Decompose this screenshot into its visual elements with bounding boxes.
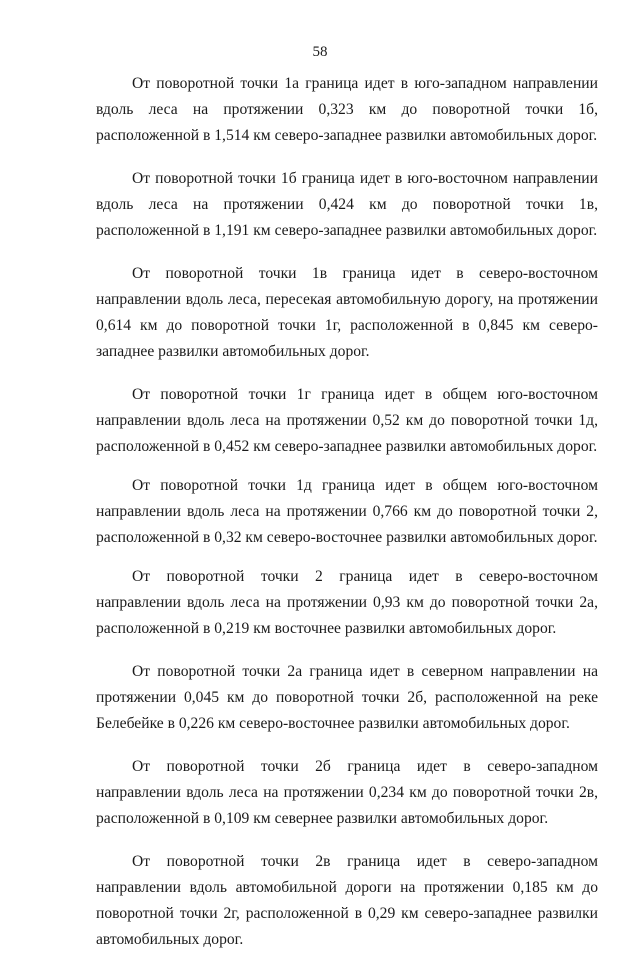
paragraph: От поворотной точки 1г граница идет в общем юго-восточном направлении вдоль леса на протяжении 0,52 км до поворотной точки 1д, расположенной в 0,452 км северо-западнее развилки автомобильных дорог. bbox=[96, 386, 598, 455]
page-number: 58 bbox=[312, 44, 328, 60]
paragraph: От поворотной точки 2б граница идет в северо-западном направлении вдоль леса на протяжении 0,234 км до поворотной точки 2в, расположенной в 0,109 км севернее развилки автомобильных дорог. bbox=[96, 758, 598, 827]
paragraph: От поворотной точки 2в граница идет в северо-западном направлении вдоль автомобильной дороги на протяжении 0,185 км до поворотной точки 2г, расположенной в 0,29 км северо-западнее развилки автомобильных дорог. bbox=[96, 853, 598, 948]
paragraph: От поворотной точки 1в граница идет в северо-восточном направлении вдоль леса, пересекая автомобильную дорогу, на протяжении 0,614 км до поворотной точки 1г, расположенной в 0,845 км северо-западнее развилки автомобильных дорог. bbox=[96, 265, 598, 360]
paragraph: От поворотной точки 2 граница идет в северо-восточном направлении вдоль леса на протяжении 0,93 км до поворотной точки 2а, расположенной в 0,219 км восточнее развилки автомобильных дорог. bbox=[96, 568, 598, 637]
paragraph: От поворотной точки 1б граница идет в юго-восточном направлении вдоль леса на протяжении 0,424 км до поворотной точки 1в, расположенной в 1,191 км северо-западнее развилки автомобильных дорог. bbox=[96, 170, 598, 239]
paragraph: От поворотной точки 2а граница идет в северном направлении на протяжении 0,045 км до поворотной точки 2б, расположенной на реке Белебейке в 0,226 км северо-восточнее развилки автомобильных дорог. bbox=[96, 663, 598, 732]
document-body bbox=[96, 71, 598, 970]
paragraph: От поворотной точки 1а граница идет в юго-западном направлении вдоль леса на протяжении 0,323 км до поворотной точки 1б, расположенной в 1,514 км северо-западнее развилки автомобильных дорог. bbox=[96, 75, 598, 144]
paragraph: От поворотной точки 1д граница идет в общем юго-восточном направлении вдоль леса на протяжении 0,766 км до поворотной точки 2, расположенной в 0,32 км северо-восточнее развилки автомобильных дорог. bbox=[96, 477, 598, 546]
